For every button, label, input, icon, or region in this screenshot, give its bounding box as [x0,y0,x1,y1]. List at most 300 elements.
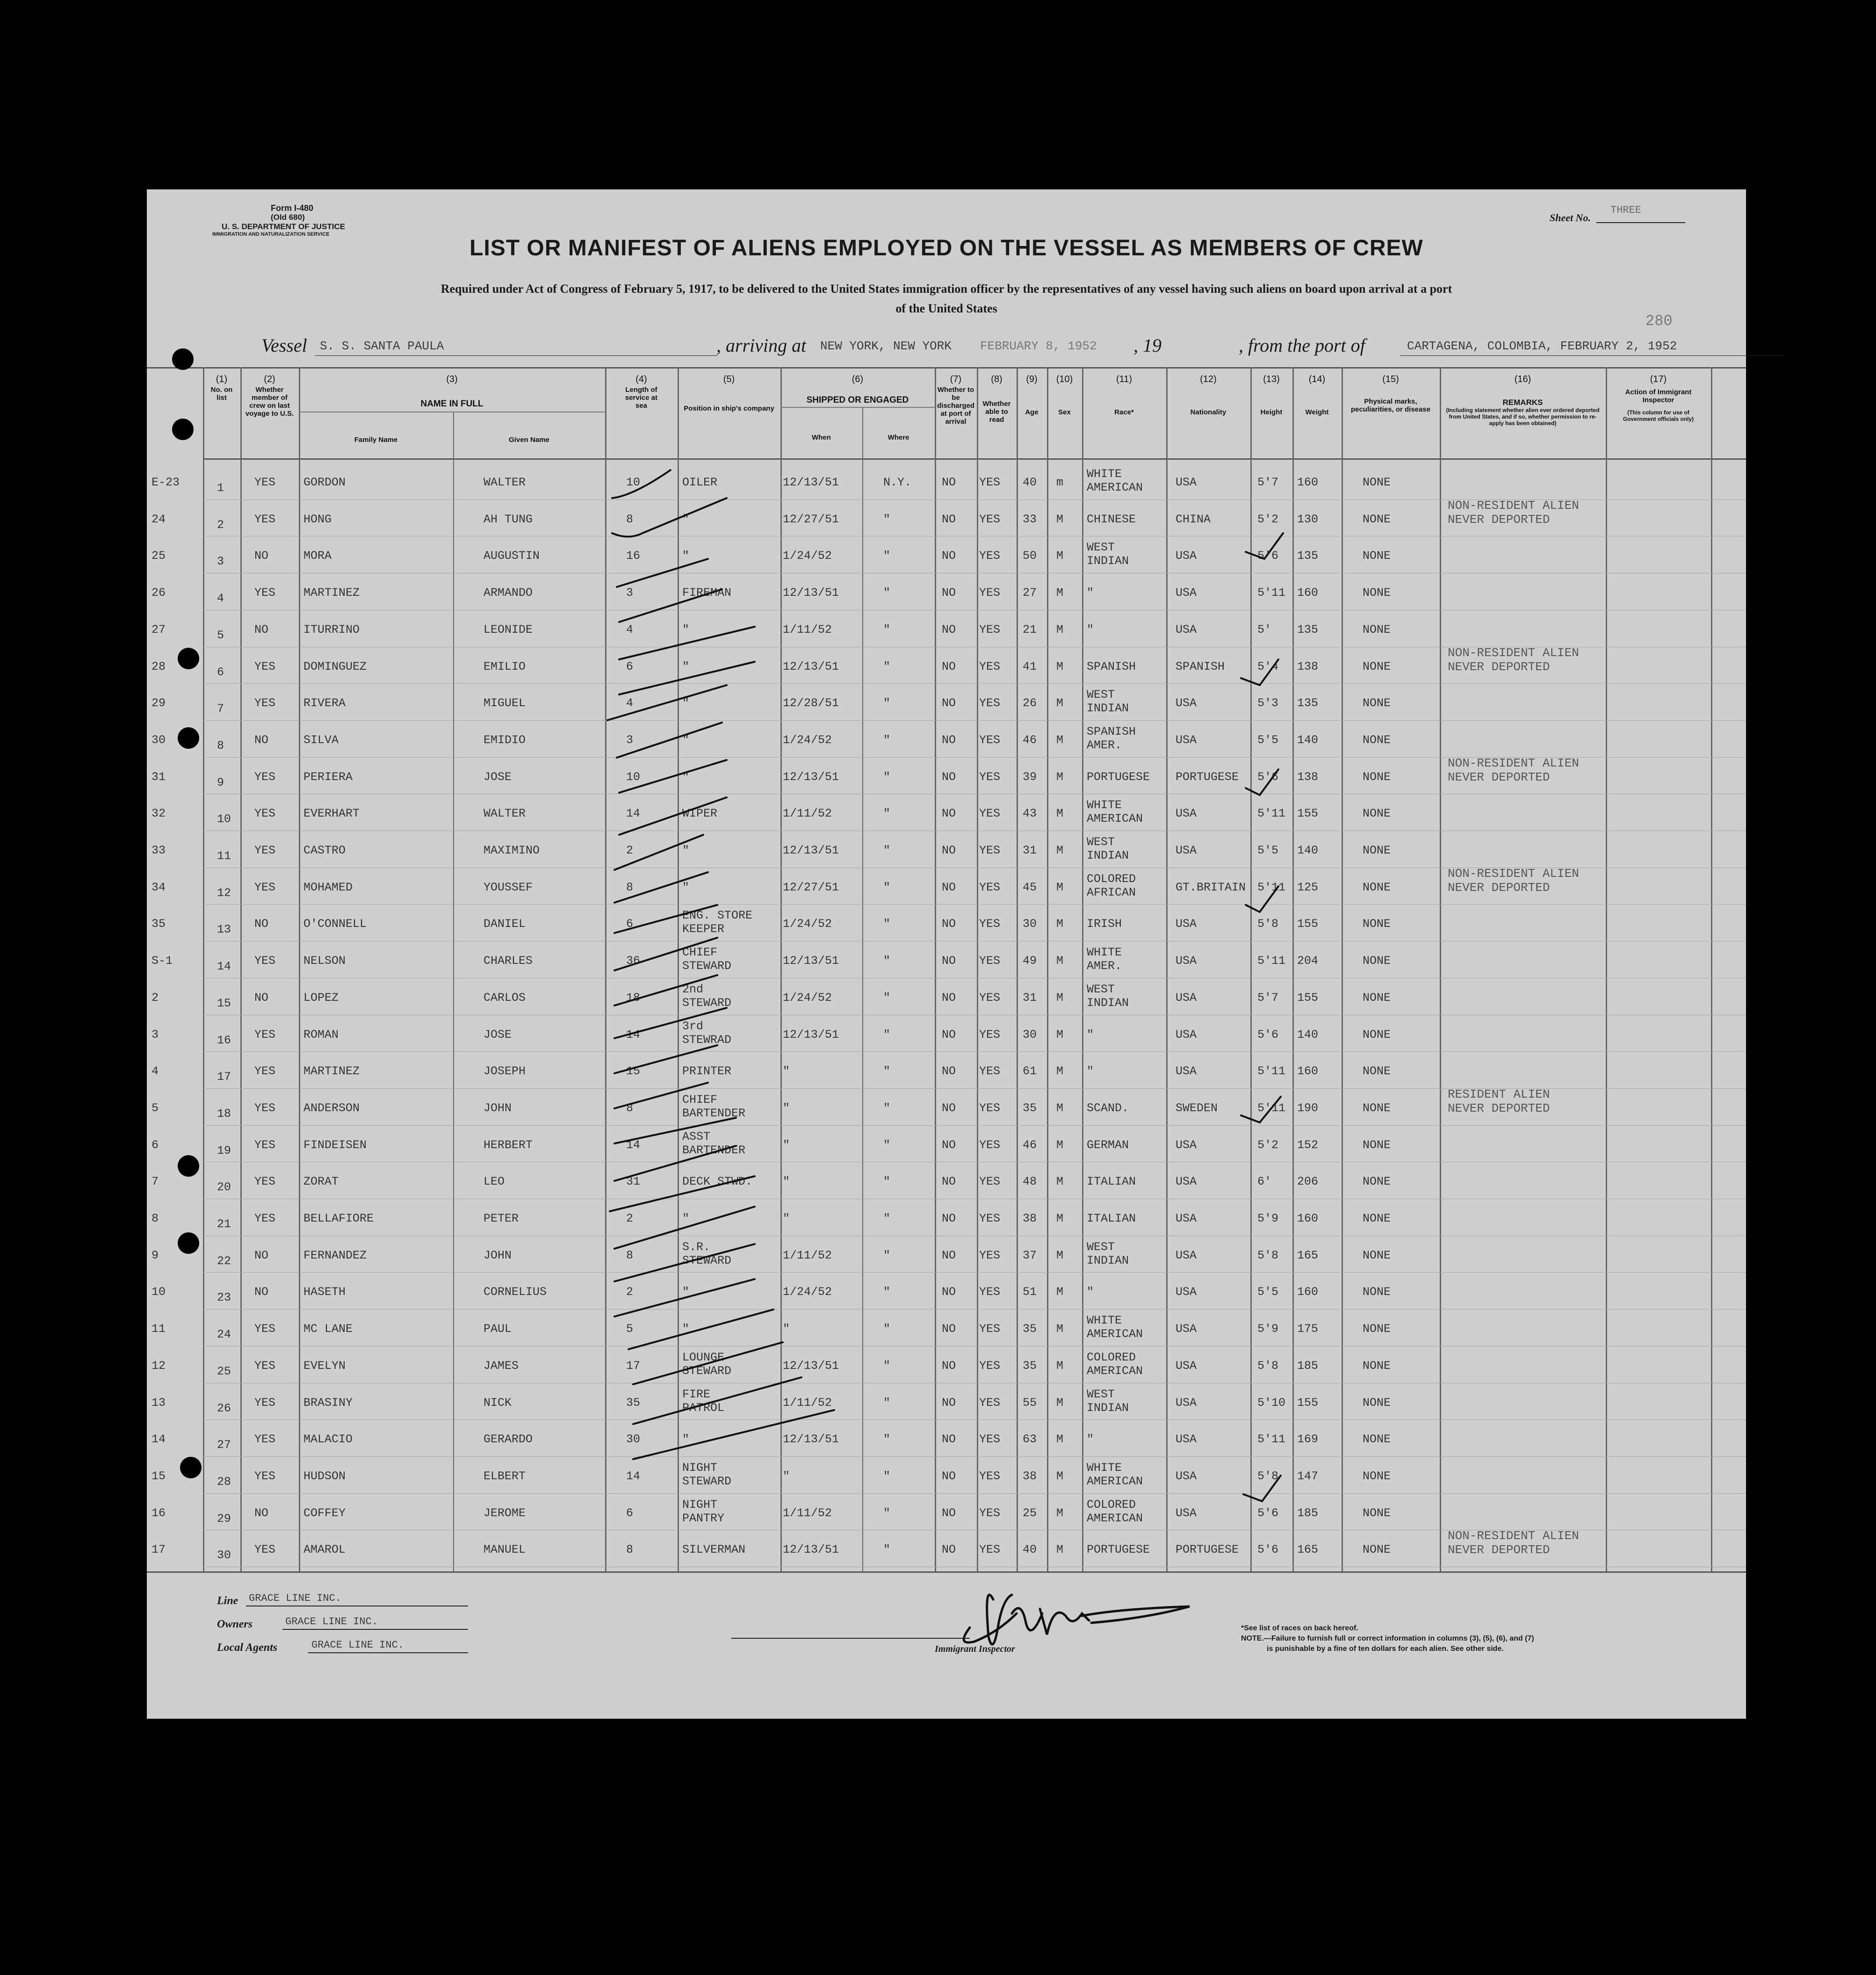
col7-number: (7) [950,374,962,384]
row-margin-number: 2 [152,991,159,1005]
row-age: 46 [1023,733,1037,747]
check-mark [612,498,727,537]
row-nationality: USA [1176,476,1197,489]
row-position: ENG. STORE KEEPER [682,909,753,936]
row-number: 10 [217,812,231,826]
row-sex: M [1056,880,1064,894]
row-height: 5'5 [1257,733,1279,747]
row-nationality: USA [1176,807,1197,821]
check-mark [614,872,708,903]
arrival-date: FEBRUARY 8, 1952 [980,339,1097,353]
row-discharged: NO [942,1138,956,1152]
row-able-to-read: YES [979,1506,1001,1520]
row-sex: M [1056,917,1064,931]
row-discharged: NO [942,696,956,710]
row-race: COLORED AFRICAN [1087,872,1136,899]
row-shipped-when: 1/24/52 [783,549,832,563]
row-position: FIRE PATROL [682,1387,725,1415]
check-mark [619,659,755,695]
row-age: 33 [1023,512,1037,526]
row-physical-marks: NONE [1363,954,1391,968]
col8-number: (8) [991,374,1003,384]
row-shipped-when: 1/24/52 [783,917,832,931]
row-crew-last-voyage: YES [254,696,276,710]
row-sex: M [1056,586,1064,600]
row-position: " [682,1285,690,1299]
row-margin-number: 32 [152,807,166,821]
check-mark [1243,1476,1281,1501]
col3-family-header: Family Name [354,436,398,444]
row-shipped-where: " [883,844,891,857]
row-physical-marks: NONE [1363,1543,1391,1557]
row-weight: 138 [1297,659,1319,673]
row-family-name: HUDSON [303,1469,346,1483]
footnote-races: *See list of races on back hereof. [1241,1624,1358,1632]
row-family-name: HONG [303,512,332,526]
col6-where-header: Where [887,434,909,441]
row-height: 5'3 [1257,696,1279,710]
row-number: 1 [217,481,224,495]
check-mark [614,835,703,870]
row-family-name: CASTRO [303,844,346,857]
row-weight: 160 [1297,1064,1319,1078]
row-given-name: JOSE [483,1027,512,1042]
row-shipped-when: " [783,1212,790,1225]
row-given-name: NICK [483,1396,512,1410]
check-mark [614,905,717,933]
row-position: 2nd STEWARD [682,982,732,1010]
agents-value: GRACE LINE INC. [311,1639,404,1651]
row-weight: 155 [1297,807,1319,821]
check-mark [614,975,717,1006]
row-able-to-read: YES [979,659,1001,673]
remark-entry: NON-RESIDENT ALIEN NEVER DEPORTED [1448,866,1579,895]
row-position: " [682,1432,690,1447]
row-service-length: 14 [626,1138,641,1152]
row-crew-last-voyage: NO [254,917,269,931]
binder-hole [172,348,194,370]
row-crew-last-voyage: YES [254,1543,276,1557]
row-able-to-read: YES [979,586,1001,600]
row-shipped-when: 12/13/51 [783,1027,839,1042]
row-family-name: MARTINEZ [303,586,360,600]
row-shipped-where: " [883,917,891,931]
row-given-name: ARMANDO [483,586,533,600]
row-shipped-where: " [883,807,891,821]
check-mark [619,797,727,835]
row-position: " [682,696,690,710]
row-able-to-read: YES [979,1322,1001,1336]
row-sex: M [1056,1285,1064,1299]
row-family-name: FINDEISEN [303,1138,367,1152]
row-margin-number: 6 [152,1138,159,1152]
row-margin-number: 14 [152,1432,166,1447]
row-given-name: DANIEL [483,917,526,931]
col13-header: Height [1260,408,1283,416]
row-given-name: CORNELIUS [483,1285,547,1299]
row-physical-marks: NONE [1363,1506,1391,1520]
row-discharged: NO [942,1248,956,1262]
row-able-to-read: YES [979,1248,1001,1262]
row-shipped-where: " [883,659,891,673]
row-shipped-where: " [883,1138,891,1152]
row-nationality: USA [1176,1064,1197,1078]
row-race: SCAND. [1087,1101,1129,1115]
row-shipped-where: " [883,770,891,784]
row-shipped-where: " [883,1432,891,1447]
row-crew-last-voyage: YES [254,1101,276,1115]
row-crew-last-voyage: YES [254,844,276,857]
row-nationality: PORTUGESE [1176,1543,1239,1557]
row-position: 3rd STEWRAD [682,1019,732,1047]
row-age: 30 [1023,917,1037,931]
row-physical-marks: NONE [1363,1469,1391,1483]
row-family-name: MALACIO [303,1432,353,1447]
row-race: SPANISH AMER. [1087,724,1136,752]
row-race: " [1087,1432,1094,1447]
row-margin-number: 16 [152,1506,166,1520]
row-height: 5'2 [1257,1138,1279,1152]
row-nationality: USA [1176,844,1197,857]
row-service-length: 15 [626,1064,641,1078]
row-discharged: NO [942,807,956,821]
row-height: 5'11 [1257,1432,1286,1447]
footnote-failure: NOTE.—Failure to furnish full or correct information in columns (3), (5), (6), and (7) [1241,1635,1534,1642]
page-title: LIST OR MANIFEST OF ALIENS EMPLOYED ON THE VESSEL AS MEMBERS OF CREW [469,236,1423,260]
remark-entry: NON-RESIDENT ALIEN NEVER DEPORTED [1448,756,1579,784]
row-margin-number: 34 [152,880,166,894]
row-discharged: NO [942,917,956,931]
row-physical-marks: NONE [1363,549,1391,563]
row-family-name: MOHAMED [303,880,353,894]
check-mark [1246,886,1278,912]
row-shipped-when: 12/28/51 [783,696,839,710]
check-mark [1246,533,1283,559]
row-service-length: 17 [626,1359,641,1373]
row-nationality: USA [1176,622,1197,637]
check-mark [614,938,717,970]
col10-number: (10) [1056,374,1073,384]
row-weight: 165 [1297,1543,1319,1557]
row-given-name: HERBERT [483,1138,533,1152]
row-discharged: NO [942,1027,956,1042]
col17-number: (17) [1650,374,1667,384]
row-shipped-when: 1/11/52 [783,807,832,821]
row-shipped-where: " [883,1543,891,1557]
check-mark [610,1176,755,1211]
row-height: 5' [1257,622,1272,637]
page-subtitle-line1: Required under Act of Congress of February 5, 1917, to be delivered to the United States immigration officer by the representatives of any vessel having such aliens on board upon arrival at a port [440,282,1452,296]
row-given-name: MAXIMINO [483,844,540,857]
row-physical-marks: NONE [1363,1138,1391,1152]
row-race: WEST INDIAN [1087,982,1129,1010]
row-sex: M [1056,1064,1064,1078]
row-position: DECK STWD. [682,1175,753,1189]
row-physical-marks: NONE [1363,733,1391,747]
row-physical-marks: NONE [1363,807,1391,821]
row-weight: 138 [1297,770,1319,784]
row-sex: M [1056,991,1064,1005]
row-discharged: NO [942,1285,956,1299]
row-nationality: USA [1176,733,1197,747]
row-height: 5'6 [1257,1027,1279,1042]
row-number: 23 [217,1291,231,1305]
row-sex: M [1056,1506,1064,1520]
row-able-to-read: YES [979,1396,1001,1410]
binder-hole [178,648,199,669]
row-physical-marks: NONE [1363,1064,1391,1078]
row-position: " [682,770,690,784]
row-nationality: USA [1176,1322,1197,1336]
row-family-name: RIVERA [303,696,346,710]
row-able-to-read: YES [979,1138,1001,1152]
inspector-signature [942,1571,1204,1660]
row-race: PORTUGESE [1087,1543,1150,1557]
row-race: WEST INDIAN [1087,835,1129,862]
row-position: S.R. STEWARD [682,1240,732,1267]
row-family-name: MARTINEZ [303,1064,360,1078]
row-shipped-where: " [883,733,891,747]
row-physical-marks: NONE [1363,880,1391,894]
row-position: " [682,1322,690,1336]
row-weight: 165 [1297,1248,1319,1262]
row-weight: 135 [1297,622,1319,637]
check-mark [617,559,708,587]
col6-when-header: When [812,434,831,441]
row-weight: 125 [1297,880,1319,894]
row-family-name: HASETH [303,1285,346,1299]
row-sex: M [1056,807,1064,821]
col8-header: Whether able to read [982,400,1011,424]
row-nationality: USA [1176,1469,1197,1483]
col15-header: Physical marks, peculiarities, or disease [1350,398,1431,413]
row-discharged: NO [942,1359,956,1373]
row-given-name: YOUSSEF [483,880,533,894]
row-sex: M [1056,1543,1064,1557]
row-height: 5'8 [1257,1359,1279,1373]
row-given-name: CHARLES [483,954,533,968]
row-age: 38 [1023,1469,1037,1483]
row-age: 37 [1023,1248,1037,1262]
row-shipped-when: 12/13/51 [783,844,839,857]
row-service-length: 14 [626,1469,641,1483]
row-margin-number: 12 [152,1359,166,1373]
row-sex: M [1056,659,1064,673]
row-number: 5 [217,628,224,642]
row-family-name: LOPEZ [303,991,339,1005]
row-able-to-read: YES [979,1285,1001,1299]
row-margin-number: 26 [152,586,166,600]
row-nationality: SPANISH [1176,659,1225,673]
row-height: 5'2 [1257,512,1279,526]
row-shipped-where: " [883,1027,891,1042]
row-weight: 160 [1297,1212,1319,1225]
row-crew-last-voyage: YES [254,659,276,673]
col3-given-header: Given Name [509,436,549,444]
row-sex: M [1056,1248,1064,1262]
row-given-name: EMILIO [483,659,526,673]
row-service-length: 6 [626,1506,634,1520]
row-race: " [1087,1285,1094,1299]
col15-number: (15) [1382,374,1399,384]
row-sex: M [1056,770,1064,784]
row-position: FIREMAN [682,586,732,600]
row-age: 26 [1023,696,1037,710]
row-crew-last-voyage: NO [254,549,269,563]
row-height: 5'8 [1257,1469,1279,1483]
row-shipped-where: " [883,696,891,710]
row-able-to-read: YES [979,1027,1001,1042]
row-position: " [682,512,690,526]
vessel-name: S. S. SANTA PAULA [320,339,444,353]
row-margin-number: 24 [152,512,166,526]
row-race: ITALIAN [1087,1212,1136,1225]
row-shipped-when: 1/11/52 [783,1396,832,1410]
row-service-length: 6 [626,917,634,931]
row-race: WHITE AMERICAN [1087,1314,1143,1341]
row-height: 5'11 [1257,880,1286,894]
row-sex: M [1056,1138,1064,1152]
row-physical-marks: NONE [1363,1322,1391,1336]
row-race: COLORED AMERICAN [1087,1498,1143,1525]
row-age: 31 [1023,844,1037,857]
row-position: CHIEF BARTENDER [682,1092,746,1120]
row-physical-marks: NONE [1363,770,1391,784]
row-crew-last-voyage: YES [254,512,276,526]
row-shipped-when: 1/24/52 [783,733,832,747]
row-shipped-where: " [883,1396,891,1410]
sheet-number-label: Sheet No. [1550,212,1591,224]
row-crew-last-voyage: YES [254,1138,276,1152]
row-weight: 155 [1297,917,1319,931]
owners-value: GRACE LINE INC. [285,1616,378,1628]
check-mark [633,1410,834,1459]
row-able-to-read: YES [979,770,1001,784]
row-discharged: NO [942,1101,956,1115]
row-sex: M [1056,1027,1064,1042]
row-crew-last-voyage: YES [254,1212,276,1225]
row-able-to-read: YES [979,512,1001,526]
row-position: " [682,733,690,747]
check-mark [614,1045,717,1073]
row-shipped-where: N.Y. [883,476,912,489]
row-able-to-read: YES [979,1175,1001,1189]
row-height: 5'6 [1257,770,1279,784]
col10-header: Sex [1058,408,1071,416]
row-position: OILER [682,476,718,489]
row-nationality: USA [1176,1432,1197,1447]
row-shipped-when: " [783,1322,790,1336]
row-shipped-when: 1/11/52 [783,622,832,637]
row-age: 43 [1023,807,1037,821]
row-age: 63 [1023,1432,1037,1447]
row-crew-last-voyage: YES [254,476,276,489]
row-age: 30 [1023,1027,1037,1042]
row-age: 21 [1023,622,1037,637]
row-discharged: NO [942,1432,956,1447]
check-mark [614,1118,736,1143]
row-margin-number: 17 [152,1543,166,1557]
row-margin-number: 7 [152,1175,159,1189]
row-able-to-read: YES [979,1543,1001,1557]
row-shipped-when: 1/11/52 [783,1506,832,1520]
check-mark [607,685,727,720]
row-shipped-when: 12/27/51 [783,512,839,526]
row-given-name: GERARDO [483,1432,533,1447]
row-shipped-where: " [883,1212,891,1225]
check-mark [614,1146,736,1181]
vessel-label: Vessel [261,335,307,356]
row-service-length: 2 [626,1285,634,1299]
row-crew-last-voyage: YES [254,1469,276,1483]
row-number: 14 [217,960,231,974]
check-mark [619,627,755,659]
remark-entry: NON-RESIDENT ALIEN NEVER DEPORTED [1448,1529,1579,1557]
year-label: , 19 [1133,335,1162,356]
row-margin-number: 8 [152,1212,159,1225]
col14-header: Weight [1305,408,1329,416]
row-age: 40 [1023,476,1037,489]
row-number: 17 [217,1070,231,1084]
row-nationality: USA [1176,696,1197,710]
remark-entry: RESIDENT ALIEN NEVER DEPORTED [1448,1087,1550,1115]
row-family-name: ITURRINO [303,622,360,637]
row-shipped-when: " [783,1175,790,1189]
row-shipped-where: " [883,1248,891,1262]
row-race: PORTUGESE [1087,770,1150,784]
row-sex: M [1056,1322,1064,1336]
col4-number: (4) [635,374,647,384]
row-nationality: USA [1176,1396,1197,1410]
row-physical-marks: NONE [1363,696,1391,710]
row-crew-last-voyage: YES [254,807,276,821]
row-race: WEST INDIAN [1087,1240,1129,1267]
row-number: 15 [217,996,231,1010]
row-height: 5'8 [1257,1248,1279,1262]
row-physical-marks: NONE [1363,1175,1391,1189]
row-service-length: 2 [626,844,634,857]
row-number: 13 [217,923,231,937]
row-service-length: 14 [626,1027,641,1042]
row-service-length: 18 [626,991,641,1005]
row-able-to-read: YES [979,991,1001,1005]
col17-header: Action of Immigrant Inspector [1625,388,1692,404]
row-number: 29 [217,1512,231,1526]
row-age: 51 [1023,1285,1037,1299]
row-given-name: JEROME [483,1506,526,1520]
row-family-name: ANDERSON [303,1101,360,1115]
row-service-length: 8 [626,880,634,894]
row-shipped-where: " [883,991,891,1005]
row-nationality: USA [1176,917,1197,931]
binder-hole [178,1232,199,1254]
row-given-name: WALTER [483,476,526,489]
col17-subheader: (This column for use of Government officials only) [1623,409,1694,422]
row-shipped-where: " [883,1175,891,1189]
row-service-length: 16 [626,549,641,563]
row-shipped-where: " [883,1469,891,1483]
row-family-name: FERNANDEZ [303,1248,367,1262]
row-shipped-when: 1/24/52 [783,991,832,1005]
row-shipped-when: 12/13/51 [783,659,839,673]
row-crew-last-voyage: YES [254,880,276,894]
row-number: 30 [217,1548,231,1563]
row-shipped-when: " [783,1469,790,1483]
row-crew-last-voyage: YES [254,1064,276,1078]
row-sex: M [1056,1212,1064,1225]
row-crew-last-voyage: NO [254,1506,269,1520]
row-crew-last-voyage: NO [254,1285,269,1299]
